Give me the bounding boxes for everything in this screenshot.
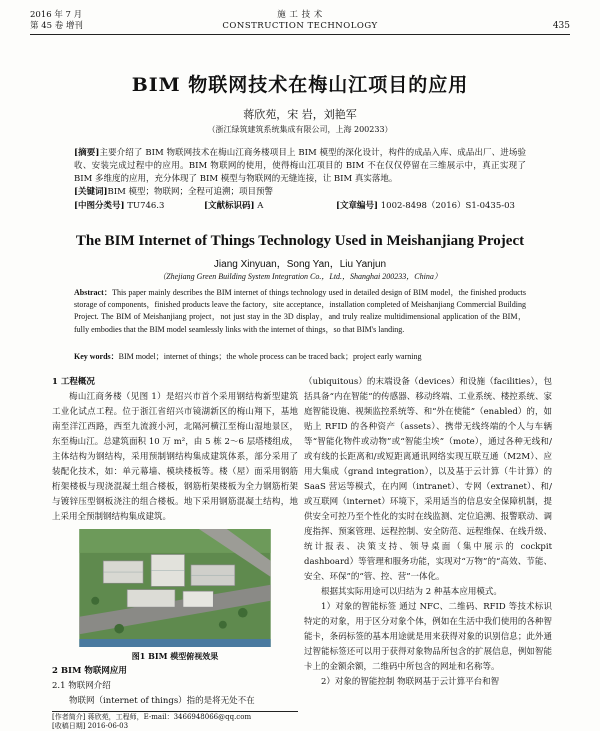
journal-title-cn: 施 工 技 术	[277, 10, 323, 20]
affiliation-cn: （浙江绿筑建筑系统集成有限公司，上海 200233）	[207, 125, 393, 134]
right-paragraph-3: 1）对象的智能标签 通过 NFC、二维码、RFID 等技术标识特定的对象，用于区分对象个体，例如在生活中我们使用的各种智能卡，条码标签的基本用途就是用来获得对象的识别信息；此外通过智能标签还可以用于获得对象物品所包含的扩展信息，例如智能卡上的金额余额，二维码中所包含的网址和名称等。	[304, 602, 552, 672]
footnote-author: [作者简介] 蒋欣苑，工程师，E-mail：3466948066@qq.com	[52, 711, 298, 722]
article-number: [文章编号] 1002-8498（2016）S1-0435-03	[336, 201, 515, 211]
keywords-cn-label: [关键词]	[74, 187, 108, 197]
section-1-paragraph: 梅山江商务楼（见图 1）是绍兴市首个采用钢结构新型建筑工业化试点工程。位于浙江省绍兴市镜湖新区的梅山翔下，基地南至洋江西路，西至九流渡小河，北隔河横江至梅山湿地景区，东至梅山江。总建筑面积 10 万 m²，由 5 栋 2～6 层塔楼组成，主体结构为钢结构，采用预制钢结构集成建筑体系，部分采用了装配化技术，如：单元幕墙、模块楼板等。楼（屋）面采用钢筋桁架楼板与现浇混凝土组合楼板，钢筋桁架楼板为全力钢筋桁架与镀锌压型钢板浇注的组合楼板。地下采用钢筋混凝土结构，地上采用全预制钢结构集成建筑。	[52, 392, 298, 522]
page-number: 435	[552, 21, 570, 31]
keywords-en-text: BIM model；internet of things；the whole process can be traced back；project early warning	[118, 352, 422, 361]
running-header-center	[200, 10, 400, 32]
authors-en: Jiang Xinyuan，Song Yan，Liu Yanjun	[213, 259, 387, 270]
section-1-heading: 1 工程概况	[52, 377, 95, 387]
keywords-en	[74, 351, 526, 362]
document-code: [文献标识码] A	[204, 201, 264, 211]
issue-date: 2016 年 7 月	[30, 10, 83, 20]
abstract-en	[74, 287, 526, 336]
running-header-left	[30, 10, 83, 32]
left-column	[52, 375, 298, 731]
abstract-cn	[74, 147, 526, 186]
building-model-aerial-view-icon	[55, 529, 295, 647]
right-column	[304, 375, 552, 690]
right-paragraph-4: 2）对象的智能控制 物联网基于云计算平台和智	[321, 677, 500, 687]
header-rule	[30, 34, 570, 35]
figure-caption: 图1 BIM 模型俯视效果	[131, 651, 219, 661]
volume: 第 45 卷 增刊	[30, 21, 83, 31]
abstract-cn-label: [摘要]	[74, 148, 100, 158]
keywords-cn-text: BIM 模型；物联网；全程可追溯；项目预警	[107, 187, 274, 197]
right-paragraph-2: 根据其实际用途可以归结为 2 种基本应用模式。	[321, 587, 502, 597]
section-2-1-paragraph: 物联网（internet of things）指的是将无处不在	[69, 696, 255, 706]
abstract-cn-text: 主要介绍了 BIM 物联网技术在梅山江商务楼项目上 BIM 模型的深化设计，构件的成品入库、成品出厂、进场验收、安装完成过程中的应用。BIM 物联网的使用，使得梅山江项目的 BIM 不在仅仅停留在三维展示中，真正实现了 BIM 多维度的应用，充分体现了 BIM 模型与物联网的无缝连接，让 BIM 真实落地。	[74, 148, 526, 184]
right-paragraph-1: （ubiquitous）的末端设备（devices）和设施（facilities），包括具备“内在智能”的传感器、移动终端、工业系统、楼控系统、家庭智能设施、视频监控系统等、和“外在使能”（enabled）的，如贴上 RFID 的各种资产（assets）、携带无线终端的个人与车辆等“智能化物件或动物”或“智能尘埃”（mote），通过各种无线和/或有线的长距离和/或短距离通讯网络实现互联互通（M2M）、应用大集成（grand integration），以及基于云计算（牛计算）的 SaaS 营运等模式，在内网（intranet）、专网（extranet）、和/或互联网（internet）环境下，采用适当的信息安全保障机制，提供安全可控乃至个性化的实时在线监测、定位追溯、报警联动、调度指挥、预案管理、远程控制、安全防范、远程维保、在线升级、统计报表、决策支持、领导桌面（集中展示的 cockpit dashboard）等管理和服务功能，实现对“万物”的“高效、节能、安全、环保”的“管、控、营”一体化。	[304, 377, 552, 582]
class-number: [中图分类号] TU746.3	[74, 201, 165, 211]
footnote-received: [收稿日期] 2016-06-03	[52, 722, 129, 730]
abstract-en-text: This paper mainly describes the BIM internet of things technology used in detailed design of BIM model，the finished products storage of components，finished products leave the factory，site acceptance，installation completed of Meishanjiang Commercial Building Project. The BIM of Meishanjiang project，not just stay in the 3D display，and truly realize multidimensional application of the BIM，fully embodies that the BIM model seamlessly links with the internet of things，so that BIM's landing.	[74, 288, 526, 334]
journal-title-en: CONSTRUCTION TECHNOLOGY	[222, 21, 378, 31]
section-2-1-heading: 2.1 物联网介绍	[52, 681, 111, 691]
keywords-en-label: Key words：	[74, 352, 119, 361]
section-2-heading: 2 BIM 物联网应用	[52, 666, 127, 676]
paper-title-cn: BIM 物联网技术在梅山江项目的应用	[131, 74, 469, 96]
authors-cn: 蒋欣苑，宋 岩，刘艳军	[243, 108, 357, 121]
paper-title-en: The BIM Internet of Things Technology Used in Meishanjiang Project	[75, 233, 525, 249]
abstract-en-label: Abstract：	[74, 288, 113, 297]
keywords-cn	[74, 185, 526, 197]
affiliation-en: （Zhejiang Green Building System Integration Co.，Ltd.，Shanghai 200233，China）	[158, 272, 442, 281]
